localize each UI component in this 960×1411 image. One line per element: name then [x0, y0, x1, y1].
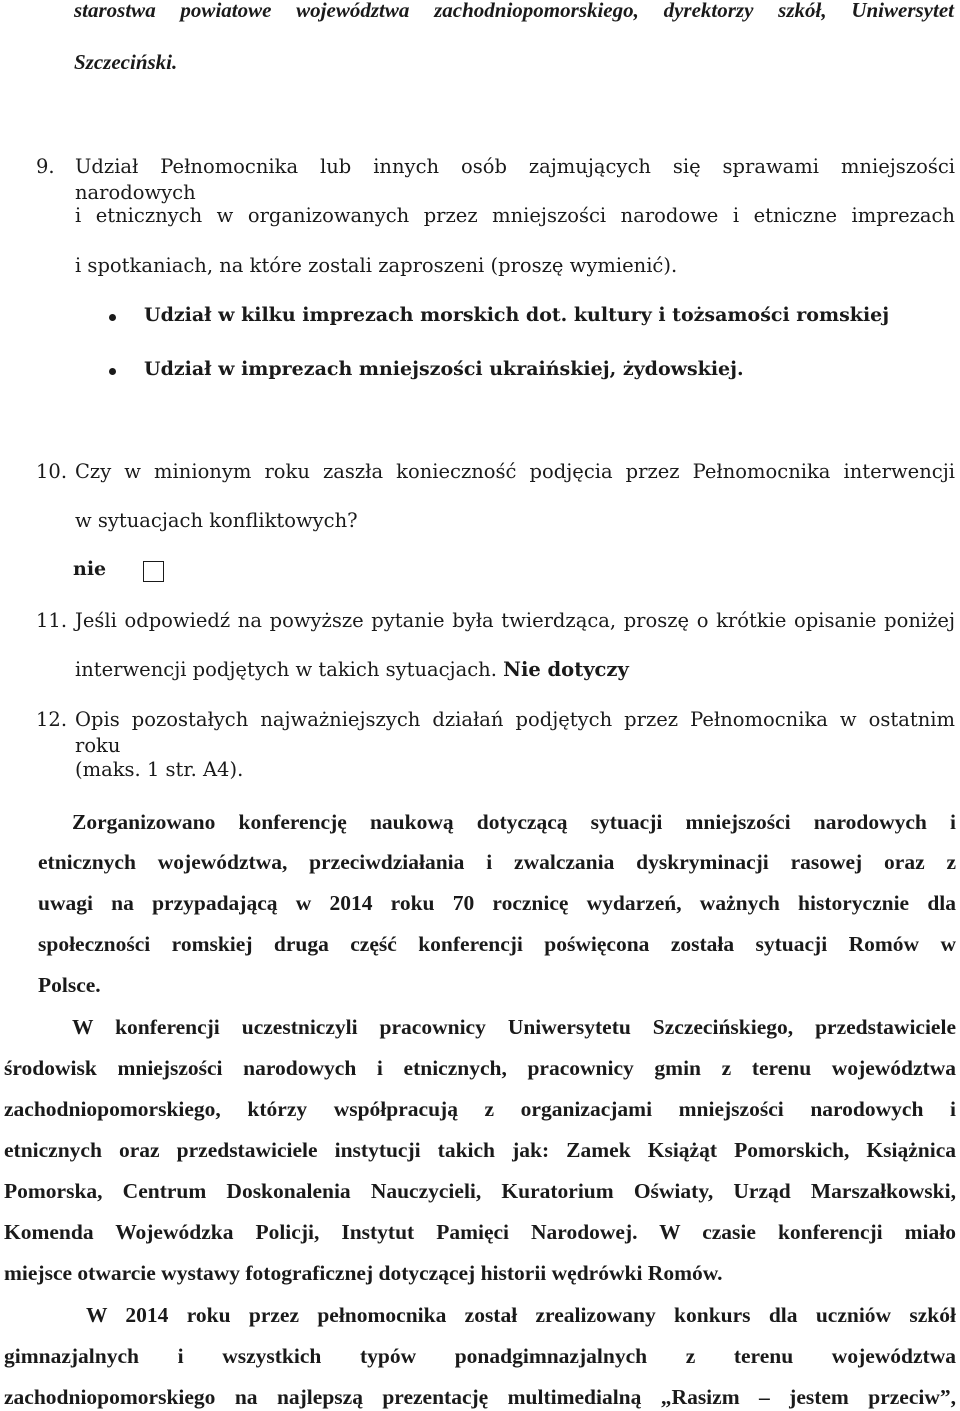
q12-line-1: Opis pozostałych najważniejszych działań podjętych przez Pełnomocnika w ostatnim roku: [75, 708, 955, 757]
p2-line-2: środowisk mniejszości narodowych i etnicznych, pracownicy gmin z terenu województwa: [4, 1056, 956, 1080]
q9-bullet-1: Udział w kilku imprezach morskich dot. kultury i tożsamości romskiej: [144, 304, 890, 326]
p3-line-2: gimnazjalnych i wszystkich typów ponadgimnazjalnych z terenu województwa: [4, 1344, 956, 1368]
p1-line-1: Zorganizowano konferencję naukową dotyczącą sytuacji mniejszości narodowych i: [72, 810, 956, 834]
p1-line-3: uwagi na przypadającą w 2014 roku 70 rocznicę wydarzeń, ważnych historycznie dla: [38, 891, 956, 915]
q11-answer: Nie dotyczy: [503, 658, 629, 681]
p3-line-3: zachodniopomorskiego na najlepszą prezentację multimedialną „Rasizm – jestem przeciw”,: [4, 1385, 956, 1409]
bullet-icon: [109, 368, 116, 375]
q11-line-2: [75, 657, 629, 683]
q9-line-1: Udział Pełnomocnika lub innych osób zajmujących się sprawami mniejszości narodowych: [75, 155, 955, 204]
q12-line-2: (maks. 1 str. A4).: [75, 758, 244, 781]
answer-checkbox[interactable]: [143, 561, 164, 582]
p2-line-1: W konferencji uczestniczyli pracownicy Uniwersytetu Szczecińskiego, przedstawiciele: [72, 1015, 956, 1039]
intro-line-2: Szczeciński.: [74, 50, 178, 74]
p2-line-3: zachodniopomorskiego, którzy współpracują z organizacjami mniejszości narodowych i: [4, 1097, 956, 1121]
q12-number: 12.: [36, 708, 68, 731]
q10-line-2: w sytuacjach konfliktowych?: [75, 509, 358, 532]
bullet-icon: [109, 314, 116, 321]
p2-line-7: miejsce otwarcie wystawy fotograficznej dotyczącej historii wędrówki Romów.: [4, 1261, 723, 1285]
q9-line-2: i etnicznych w organizowanych przez mniejszości narodowe i etniczne imprezach: [75, 204, 955, 227]
q9-line-3: i spotkaniach, na które zostali zaproszeni (proszę wymienić).: [75, 254, 678, 277]
q10-answer: nie: [73, 558, 107, 580]
p2-line-4: etnicznych oraz przedstawiciele instytucji takich jak: Zamek Książąt Pomorskich, Książnica: [4, 1138, 956, 1162]
p1-line-5: Polsce.: [38, 973, 101, 997]
p1-line-4: społeczności romskiej druga część konferencji poświęcona została sytuacji Romów w: [38, 932, 956, 956]
q11-line-2-text: interwencji podjętych w takich sytuacjach.: [75, 658, 497, 681]
p2-line-6: Komenda Wojewódzka Policji, Instytut Pamięci Narodowej. W czasie konferencji miało: [4, 1220, 956, 1244]
q11-number: 11.: [36, 609, 68, 632]
p3-line-1: W 2014 roku przez pełnomocnika został zrealizowany konkurs dla uczniów szkół: [86, 1303, 956, 1327]
q9-number: 9.: [36, 155, 55, 178]
q11-line-1: Jeśli odpowiedź na powyższe pytanie była twierdząca, proszę o krótkie opisanie poniżej: [75, 609, 955, 632]
q10-number: 10.: [36, 460, 68, 483]
p1-line-2: etnicznych województwa, przeciwdziałania i zwalczania dyskryminacji rasowej oraz z: [38, 850, 956, 874]
intro-line-1: starostwa powiatowe województwa zachodniopomorskiego, dyrektorzy szkół, Uniwersytet: [74, 0, 954, 22]
q9-bullet-2: Udział w imprezach mniejszości ukraińskiej, żydowskiej.: [144, 358, 744, 380]
q10-line-1: Czy w minionym roku zaszła konieczność podjęcia przez Pełnomocnika interwencji: [75, 460, 955, 483]
p2-line-5: Pomorska, Centrum Doskonalenia Nauczycieli, Kuratorium Oświaty, Urząd Marszałkowski,: [4, 1179, 956, 1203]
